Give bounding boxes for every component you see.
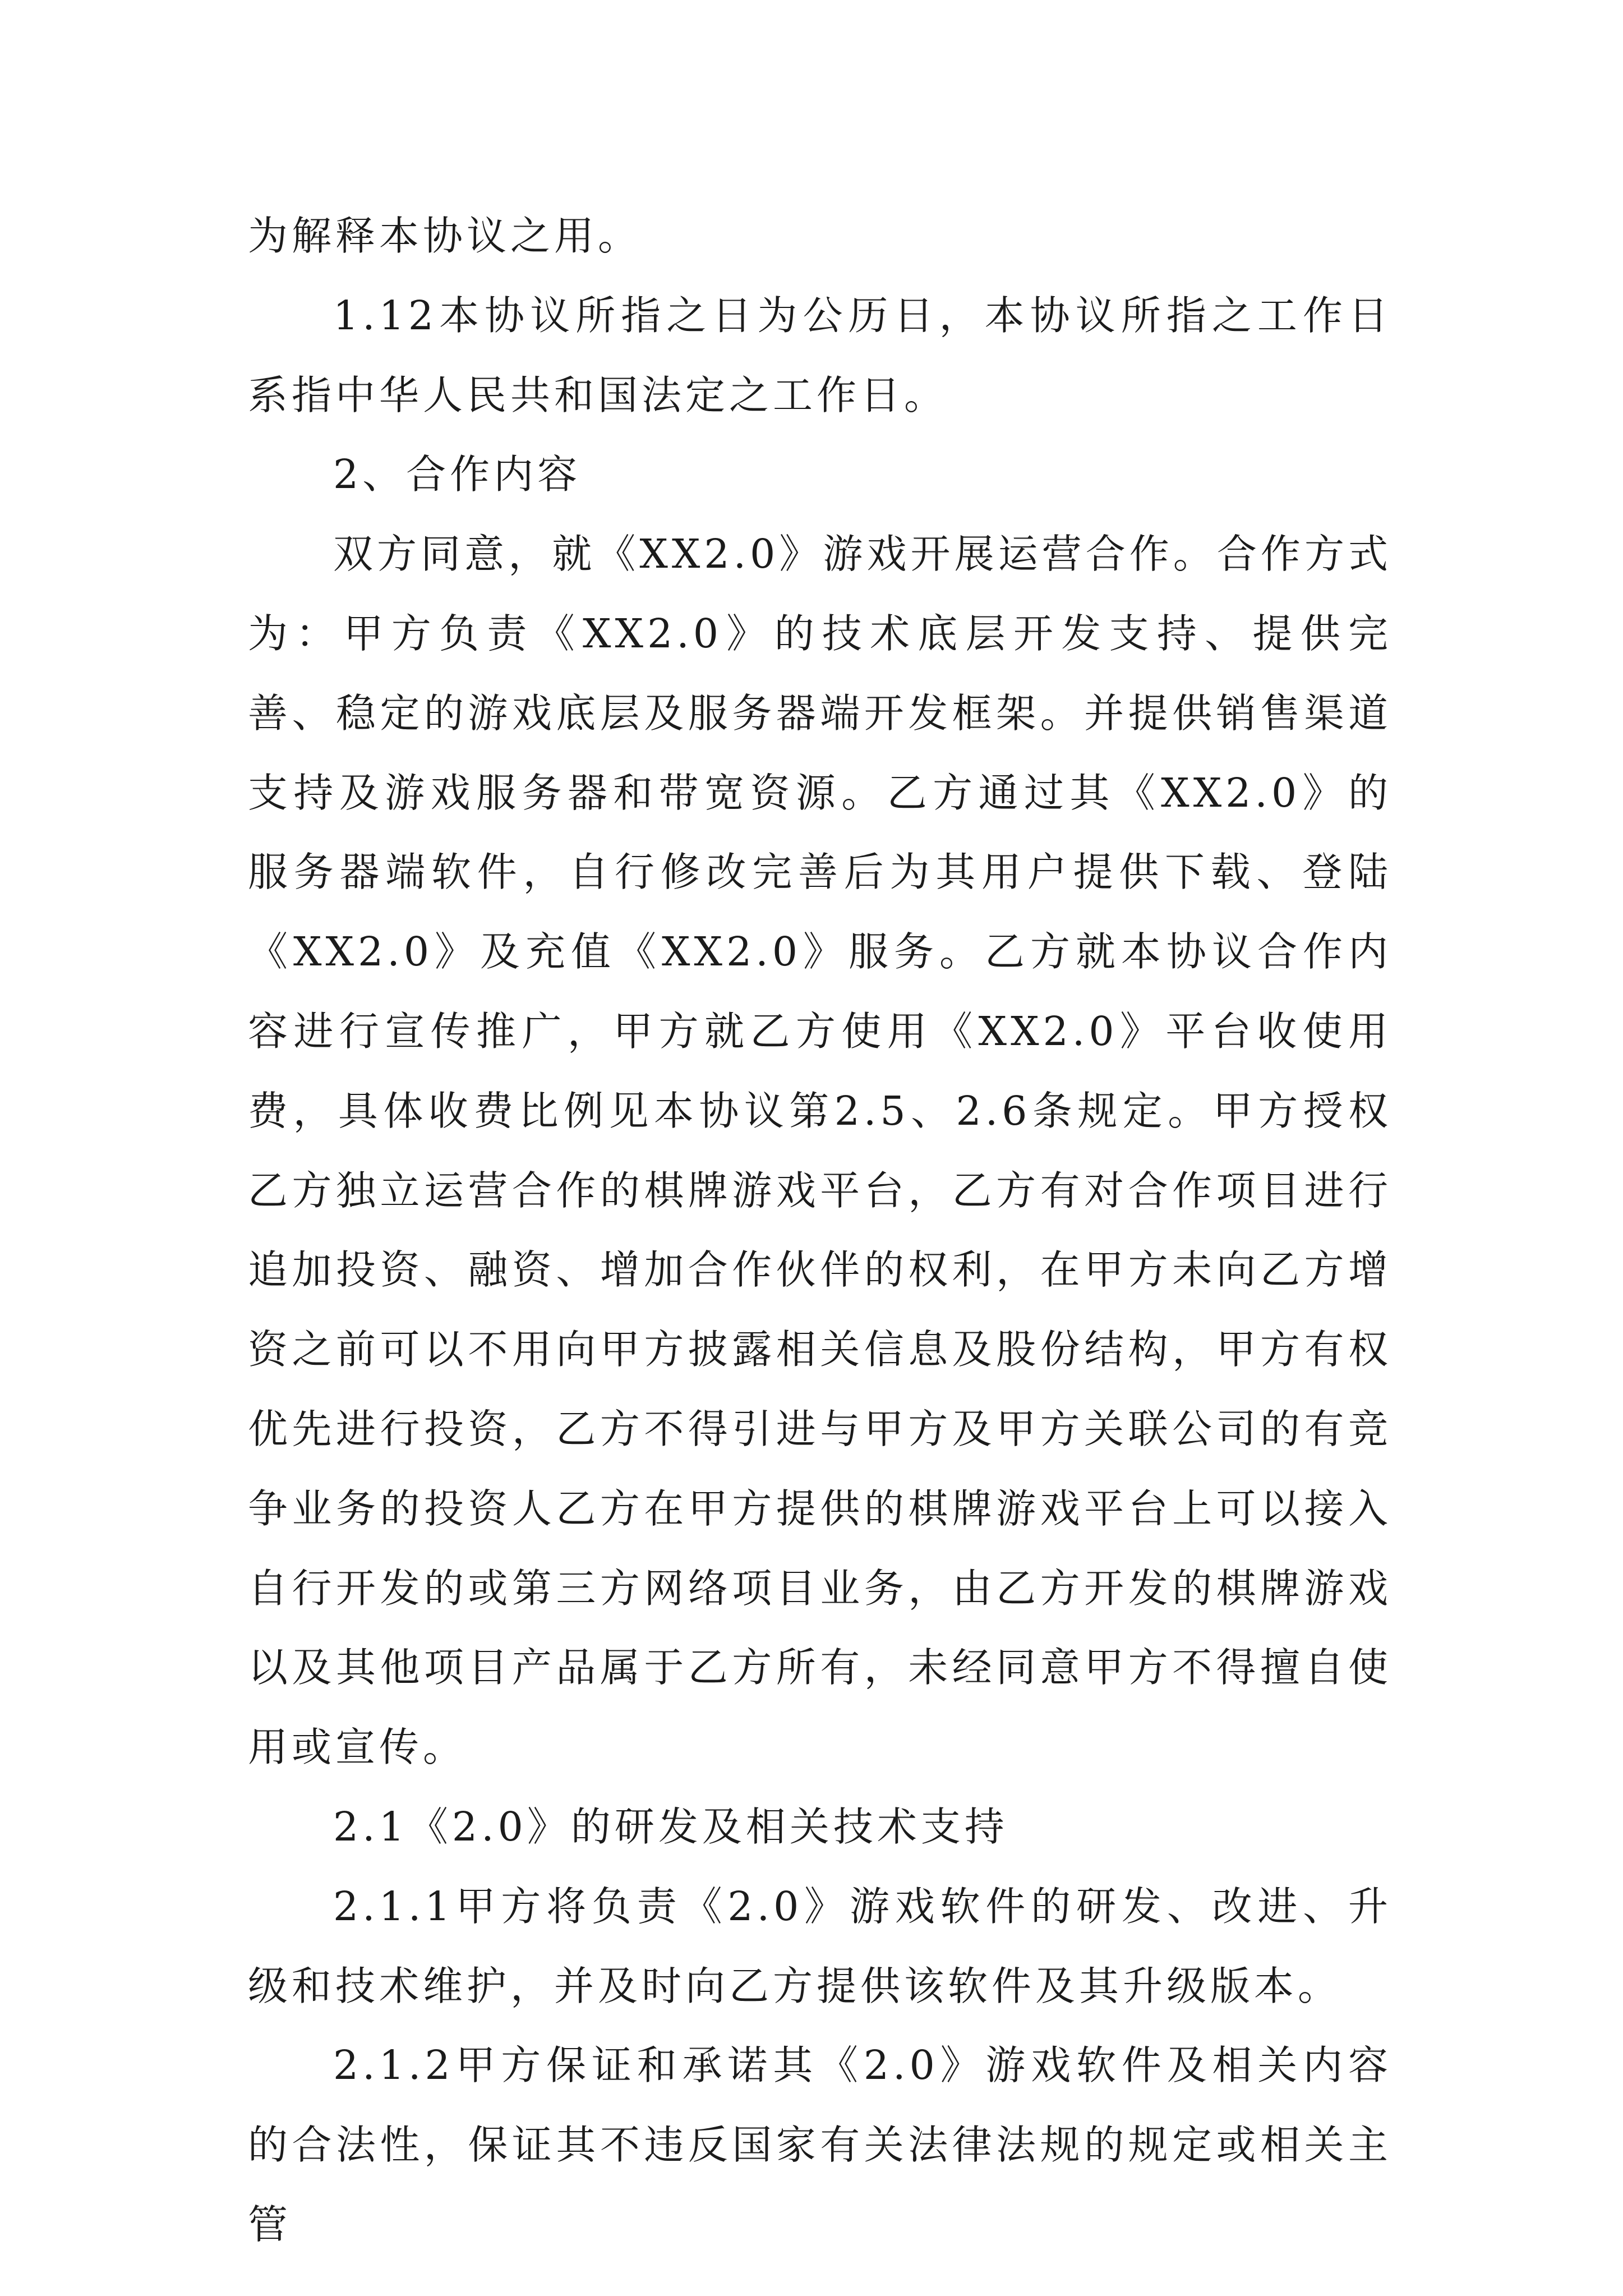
paragraph-cooperation-content: 双方同意，就《XX2.0》游戏开展运营合作。合作方式为：甲方负责《XX2.0》的技术底层开发支持、提供完善、稳定的游戏底层及服务器端开发框架。并提供销售渠道支持及游戏服务器和带宽资源。乙方通过其《XX2.0》的服务器端软件，自行修改完善后为其用户提供下载、登陆《XX2.0》及充值《XX2.0》服务。乙方就本协议合作内容进行宣传推广，甲方就乙方使用《XX2.0》平台收使用费，具体收费比例见本协议第2.5、2.6条规定。甲方授权乙方独立运营合作的棋牌游戏平台，乙方有对合作项目进行追加投资、融资、增加合作伙伴的权利，在甲方未向乙方增资之前可以不用向甲方披露相关信息及股份结构，甲方有权优先进行投资，乙方不得引进与甲方及甲方关联公司的有竞争业务的投资人乙方在甲方提供的棋牌游戏平台上可以接入自行开发的或第三方网络项目业务，由乙方开发的棋牌游戏以及其他项目产品属于乙方所有，未经同意甲方不得擅自使用或宣传。 <box>248 531 1392 1771</box>
section-heading-2-1: 2.1《2.0》的研发及相关技术支持 <box>333 1803 1008 1850</box>
paragraph-clause-2-1-1: 2.1.1甲方将负责《2.0》游戏软件的研发、改进、升级和技术维护，并及时向乙方提供该软件及其升级版本。 <box>248 1883 1392 2009</box>
paragraph-clause-2-1-2: 2.1.2甲方保证和承诺其《2.0》游戏软件及相关内容的合法性，保证其不违反国家有关法律法规的规定或相关主管 <box>248 2042 1392 2248</box>
paragraph-clause-1-12: 1.12本协议所指之日为公历日，本协议所指之工作日系指中华人民共和国法定之工作日。 <box>248 292 1392 418</box>
section-heading-cooperation: 2、合作内容 <box>333 451 582 498</box>
paragraph-continuation: 为解释本协议之用。 <box>248 213 642 259</box>
document-body <box>248 196 1392 2265</box>
